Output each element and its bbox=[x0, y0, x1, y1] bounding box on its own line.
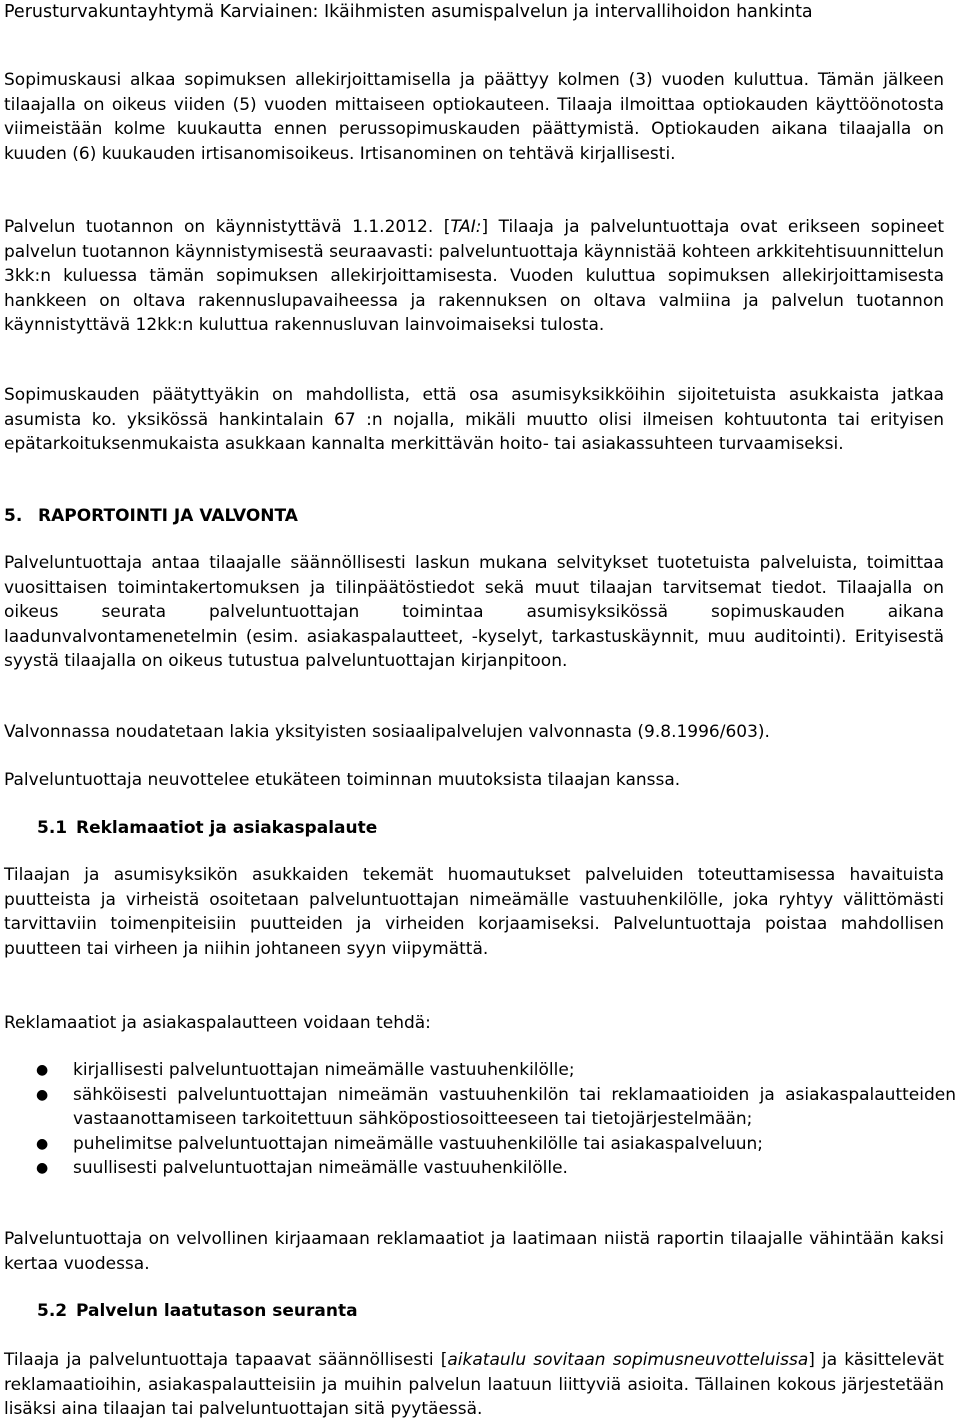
paragraph-negotiation: Palveluntuottaja neuvottelee etukäteen toiminnan muutoksista tilaajan kanssa. bbox=[4, 770, 681, 790]
section-number: 5.1 bbox=[37, 818, 68, 838]
paragraph-supervision-law: Valvonnassa noudatetaan lakia yksityisten sosiaalipalvelujen valvonnasta (9.8.1996/603). bbox=[4, 722, 770, 742]
section-number: 5.2 bbox=[37, 1301, 68, 1321]
paragraph-after-contract: Sopimuskauden päätyttyäkin on mahdollista, että osa asumisyksikköihin sijoitetuista asukkaista jatkaa asumista ko. yksikössä hankintalain 67 :n nojalla, mikäli muutto olisi ilmeisen kohtuutonta tai erityisen epätarkoituksenmukaista asukkaan kannalta merkittävän hoito- tai asiakassuhteen turvaamiseksi. bbox=[4, 385, 944, 454]
list-item-text: kirjallisesti palveluntuottajan nimeämälle vastuuhenkilölle; bbox=[73, 1060, 575, 1080]
section-heading-5 bbox=[4, 504, 944, 529]
section-heading-5-1 bbox=[4, 816, 944, 841]
section-title: Palvelun laatutason seuranta bbox=[76, 1301, 358, 1321]
list-item bbox=[4, 1083, 956, 1132]
paragraph-reporting: Palveluntuottaja antaa tilaajalle säännöllisesti laskun mukana selvitykset tuotetuista palveluista, toimittaa vuosittaisen toimintakertomuksen ja tilinpäätöstiedot sekä muut tilaajan tarvitsemat tiedot. Tilaajalla on oikeus seurata palveluntuottajan toimintaa asumisyksikössä sopimuskauden aikana laadunvalvontamenetelmin (esim. asiakaspalautteet, -kyselyt, tarkastuskäynnit, muu auditointi). Erityisestä syystä tilaajalla on oikeus tutustua palveluntuottajan kirjanpitoon. bbox=[4, 553, 944, 671]
list-item bbox=[4, 1156, 956, 1181]
section-title: RAPORTOINTI JA VALVONTA bbox=[38, 506, 298, 526]
list-item bbox=[4, 1058, 956, 1083]
list-item bbox=[4, 1132, 956, 1157]
complaint-channels-list bbox=[4, 1058, 956, 1181]
bullet-dot-icon: ● bbox=[36, 1135, 49, 1152]
paragraph-complaints: Tilaajan ja asumisyksikön asukkaiden tekemät huomautukset palveluiden toteuttamisessa havaituista puutteista ja virheistä osoitetaan palveluntuottajan nimeämälle vastuuhenkilölle, joka ryhtyy välittömästi tarvittaviin toimenpiteisiin puutteiden ja virheiden korjaamiseksi. Palveluntuottaja poistaa mahdollisen puutteen tai virheen ja niihin johtaneen syyn viipymättä. bbox=[4, 865, 944, 959]
list-item-text: suullisesti palveluntuottajan nimeämälle vastuuhenkilölle. bbox=[73, 1158, 568, 1178]
paragraph-contract-period: Sopimuskausi alkaa sopimuksen allekirjoittamisella ja päättyy kolmen (3) vuoden kuluttua. Tämän jälkeen tilaajalla on oikeus viiden (5) vuoden mittaiseen optiokauteen. Tilaaja ilmoittaa optiokauden käyttöönotosta viimeistään kolme kuukautta ennen perussopimuskauden päättymistä. Optiokauden aikana tilaajalla on kuuden (6) kuukauden irtisanomisoikeus. Irtisanominen on tehtävä kirjallisesti. bbox=[4, 70, 944, 164]
bullet-dot-icon: ● bbox=[36, 1062, 49, 1078]
paragraph-service-start-part1: Palvelun tuotannon on käynnistyttävä 1.1.2012. [ bbox=[4, 217, 451, 237]
list-item-text: sähköisesti palveluntuottajan nimeämän vastuuhenkilön tai reklamaatioiden ja asiakaspalautteiden vastaanottamiseen tarkoitettuun sähköpostiosoitteeseen tai tietojärjestelmään; bbox=[73, 1084, 956, 1129]
paragraph-quality-meetings-italic: aikataulu sovitaan sopimusneuvotteluissa bbox=[447, 1350, 809, 1370]
paragraph-quality-meetings-part2: ] ja käsittelevät reklamaatioihin, asiakaspalautteisiin ja muihin palvelun laatuun liittyviä asioita. Tällainen kokous järjestetään lisäksi aina tilaajan tai palveluntuottajan sitä pyytäessä. bbox=[4, 1350, 944, 1419]
paragraph-complaint-reporting: Palveluntuottaja on velvollinen kirjaamaan reklamaatiot ja laatimaan niistä raportin tilaajalle vähintään kaksi kertaa vuodessa. bbox=[4, 1229, 944, 1274]
paragraph-service-start bbox=[4, 215, 944, 338]
list-item-text: puhelimitse palveluntuottajan nimeämälle vastuuhenkilölle tai asiakaspalveluun; bbox=[73, 1133, 763, 1154]
section-title: Reklamaatiot ja asiakaspalaute bbox=[76, 818, 378, 838]
bullet-dot-icon: ● bbox=[36, 1086, 49, 1103]
paragraph-service-start-tai: TAI: bbox=[450, 217, 482, 237]
bullet-dot-icon: ● bbox=[36, 1160, 49, 1176]
paragraph-quality-meetings bbox=[4, 1348, 944, 1422]
paragraph-complaint-channels-intro: Reklamaatiot ja asiakaspalautteen voidaan tehdä: bbox=[4, 1013, 431, 1033]
paragraph-service-start-part2: ] Tilaaja ja palveluntuottaja ovat erikseen sopineet palvelun tuotannon käynnistymisestä seuraavasti: palveluntuottaja käynnistää kohteen arkkitehtisuunnittelun 3kk:n kuluessa tämän sopimuksen allekirjoittamisesta. Vuoden kuluttua sopimuksen allekirjoittamisesta hankkeen on oltava rakennuslupavaiheessa ja rakennuksen on oltava valmiina ja palvelun tuotannon käynnistyttävä 12kk:n kuluttua rakennusluvan lainvoimaiseksi tulosta. bbox=[4, 217, 944, 335]
section-number: 5. bbox=[4, 506, 23, 526]
paragraph-quality-meetings-part1: Tilaaja ja palveluntuottaja tapaavat säännöllisesti [ bbox=[4, 1350, 448, 1370]
section-heading-5-2 bbox=[4, 1299, 944, 1324]
page-header: Perusturvakuntayhtymä Karviainen: Ikäihmisten asumispalvelun ja intervallihoidon hankinta bbox=[4, 2, 813, 22]
